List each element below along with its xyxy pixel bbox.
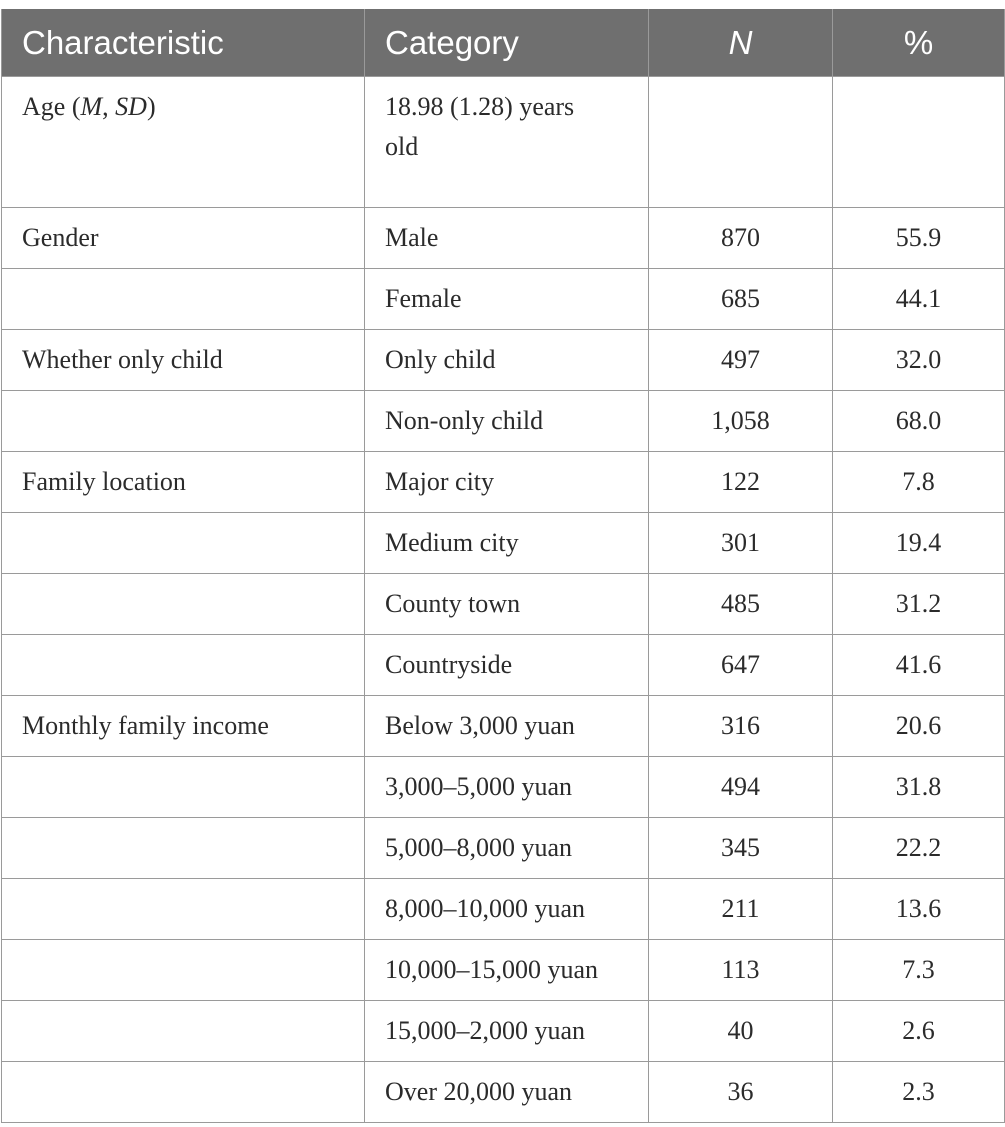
table-row xyxy=(2,635,1005,696)
cell-percent: 41.6 xyxy=(833,635,1005,696)
cell-percent: 31.8 xyxy=(833,757,1005,818)
cell-percent: 68.0 xyxy=(833,391,1005,452)
cell-percent: 32.0 xyxy=(833,330,1005,391)
cell-category: 15,000–2,000 yuan xyxy=(365,1001,649,1062)
age-label-m: M xyxy=(80,92,103,121)
cell-category: Non-only child xyxy=(365,391,649,452)
header-row xyxy=(2,9,1005,77)
age-label-suffix: ) xyxy=(146,92,156,121)
cell-n: 122 xyxy=(649,452,833,513)
age-label-prefix: Age ( xyxy=(22,92,81,121)
cell-characteristic xyxy=(2,818,365,879)
cell-n: 211 xyxy=(649,879,833,940)
cell-percent: 19.4 xyxy=(833,513,1005,574)
header-n xyxy=(649,9,833,77)
cell-percent: 20.6 xyxy=(833,696,1005,757)
cell-n: 316 xyxy=(649,696,833,757)
demographics-table-container xyxy=(0,9,1005,1123)
header-characteristic: Characteristic xyxy=(2,9,365,77)
cell-category: 3,000–5,000 yuan xyxy=(365,757,649,818)
cell-category: Major city xyxy=(365,452,649,513)
demographics-table xyxy=(1,9,1005,1123)
cell-percent: 22.2 xyxy=(833,818,1005,879)
cell-percent: 44.1 xyxy=(833,269,1005,330)
table-row xyxy=(2,208,1005,269)
cell-characteristic xyxy=(2,940,365,1001)
cell-characteristic xyxy=(2,757,365,818)
age-label-sep: , xyxy=(102,92,116,121)
table-row xyxy=(2,879,1005,940)
age-value-line1: 18.98 (1.28) years xyxy=(385,92,575,121)
cell-n: 485 xyxy=(649,574,833,635)
cell-n: 301 xyxy=(649,513,833,574)
table-row xyxy=(2,757,1005,818)
cell-n xyxy=(649,77,833,208)
cell-category: 8,000–10,000 yuan xyxy=(365,879,649,940)
table-body xyxy=(2,77,1005,1123)
cell-characteristic: Monthly family income xyxy=(2,696,365,757)
cell-characteristic xyxy=(2,879,365,940)
table-row xyxy=(2,818,1005,879)
cell-percent: 2.3 xyxy=(833,1062,1005,1123)
table-row xyxy=(2,330,1005,391)
cell-category: Medium city xyxy=(365,513,649,574)
cell-n: 36 xyxy=(649,1062,833,1123)
cell-characteristic xyxy=(2,269,365,330)
cell-n: 497 xyxy=(649,330,833,391)
cell-characteristic xyxy=(2,574,365,635)
table-row xyxy=(2,391,1005,452)
cell-percent: 7.3 xyxy=(833,940,1005,1001)
cell-percent: 31.2 xyxy=(833,574,1005,635)
cell-category: Below 3,000 yuan xyxy=(365,696,649,757)
cell-n: 113 xyxy=(649,940,833,1001)
cell-category xyxy=(365,77,649,208)
table-row xyxy=(2,696,1005,757)
cell-percent: 13.6 xyxy=(833,879,1005,940)
cell-characteristic: Gender xyxy=(2,208,365,269)
cell-characteristic xyxy=(2,391,365,452)
header-category: Category xyxy=(365,9,649,77)
cell-percent: 7.8 xyxy=(833,452,1005,513)
table-row xyxy=(2,452,1005,513)
table-row xyxy=(2,269,1005,330)
cell-category: Female xyxy=(365,269,649,330)
cell-category: Only child xyxy=(365,330,649,391)
cell-n: 1,058 xyxy=(649,391,833,452)
cell-category: Countryside xyxy=(365,635,649,696)
table-row xyxy=(2,574,1005,635)
cell-characteristic: Family location xyxy=(2,452,365,513)
cell-characteristic xyxy=(2,1001,365,1062)
cell-percent: 55.9 xyxy=(833,208,1005,269)
cell-category: County town xyxy=(365,574,649,635)
age-value-line2: old xyxy=(385,132,419,161)
cell-characteristic: Whether only child xyxy=(2,330,365,391)
cell-n: 345 xyxy=(649,818,833,879)
table-row xyxy=(2,1062,1005,1123)
cell-n: 40 xyxy=(649,1001,833,1062)
cell-characteristic xyxy=(2,1062,365,1123)
cell-percent: 2.6 xyxy=(833,1001,1005,1062)
table-row xyxy=(2,940,1005,1001)
cell-category: 10,000–15,000 yuan xyxy=(365,940,649,1001)
header-n-label: N xyxy=(728,23,753,61)
cell-category: Over 20,000 yuan xyxy=(365,1062,649,1123)
cell-characteristic xyxy=(2,635,365,696)
table-row-age xyxy=(2,77,1005,208)
table-header xyxy=(2,9,1005,77)
cell-percent xyxy=(833,77,1005,208)
table-row xyxy=(2,513,1005,574)
cell-n: 494 xyxy=(649,757,833,818)
table-row xyxy=(2,1001,1005,1062)
cell-characteristic xyxy=(2,513,365,574)
age-label-sd: SD xyxy=(115,92,147,121)
cell-n: 647 xyxy=(649,635,833,696)
header-percent: % xyxy=(833,9,1005,77)
cell-characteristic xyxy=(2,77,365,208)
cell-n: 685 xyxy=(649,269,833,330)
cell-category: Male xyxy=(365,208,649,269)
cell-n: 870 xyxy=(649,208,833,269)
cell-category: 5,000–8,000 yuan xyxy=(365,818,649,879)
